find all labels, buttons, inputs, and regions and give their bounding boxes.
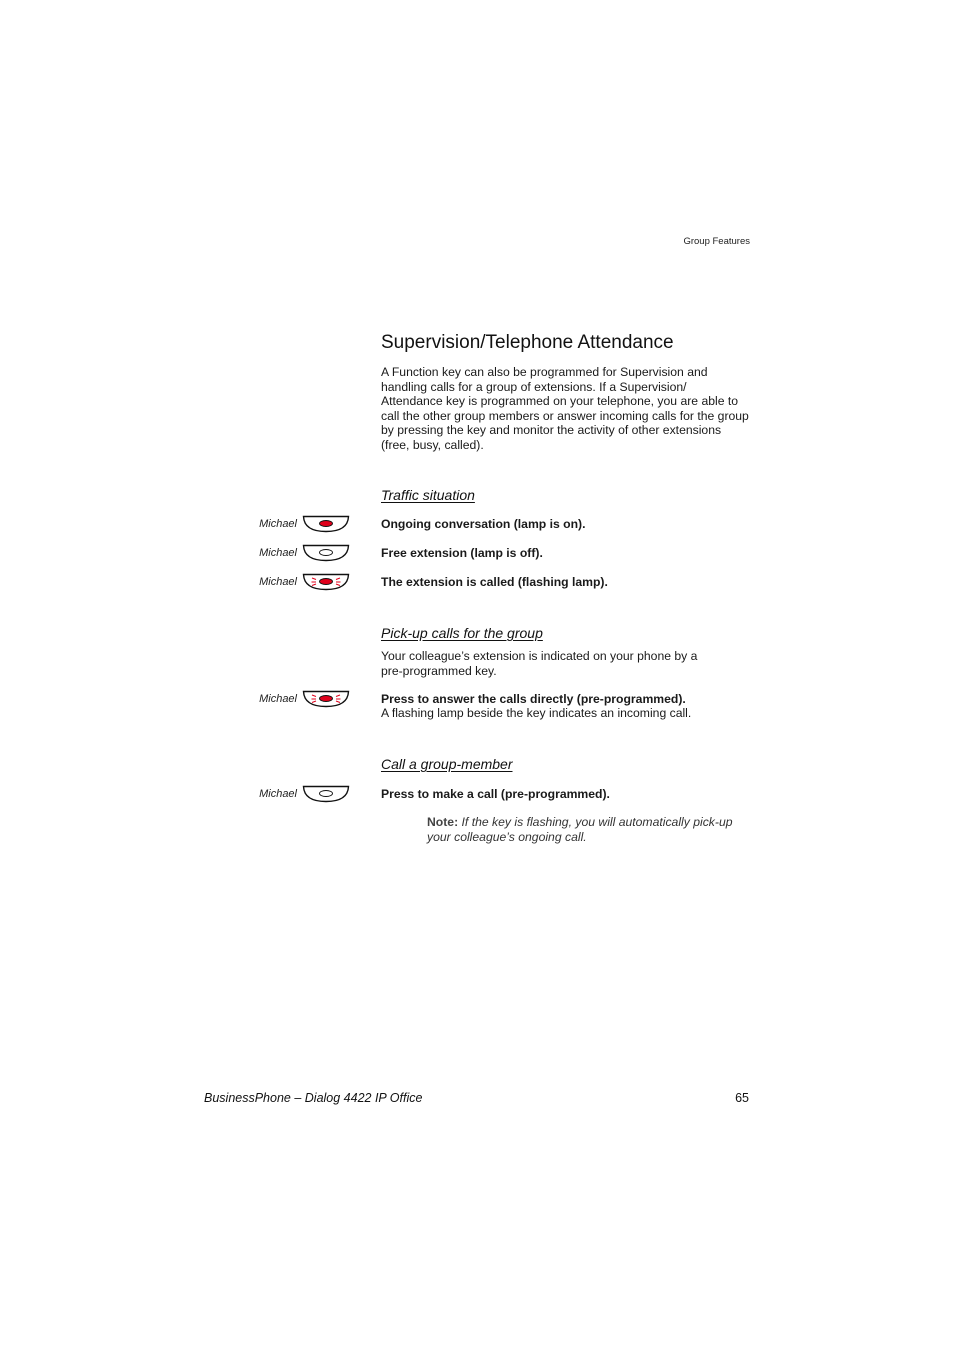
call-instruction: Press to make a call (pre-programmed). xyxy=(381,787,610,801)
lamp-flashing-key-icon[interactable] xyxy=(302,573,350,591)
key-label: Michael xyxy=(259,788,297,800)
lamp-off-key-icon[interactable] xyxy=(302,544,350,562)
note-text: If the key is flashing, you will automatically pick-up your colleague’s ongoing call. xyxy=(427,815,733,844)
pickup-description: Your colleague’s extension is indicated on your phone by a pre-programmed key. xyxy=(381,649,698,678)
page-number: 65 xyxy=(735,1091,749,1105)
pickup-instruction: Press to answer the calls directly (pre-programmed). xyxy=(381,692,686,706)
page-title: Supervision/Telephone Attendance xyxy=(381,332,674,353)
key-label: Michael xyxy=(259,693,297,705)
key-label: Michael xyxy=(259,547,297,559)
intro-paragraph: A Function key can also be programmed for Supervision and handling calls for a group of extensions. If a Supervision/ Attendance key is programmed on your telephone, you are able to call the other group members or answer incoming calls for the group by pressing the key and monitor the activity of other extensions (free, busy, called). xyxy=(381,365,749,452)
running-header: Group Features xyxy=(683,236,750,247)
traffic-called-text: The extension is called (flashing lamp). xyxy=(381,575,608,589)
section-heading-traffic: Traffic situation xyxy=(381,487,475,503)
section-heading-pickup: Pick-up calls for the group xyxy=(381,625,543,641)
lamp-off-key-icon[interactable] xyxy=(302,785,350,803)
note-label: Note: xyxy=(427,815,459,829)
traffic-free-text: Free extension (lamp is off). xyxy=(381,546,543,560)
key-label: Michael xyxy=(259,518,297,530)
footer-title: BusinessPhone – Dialog 4422 IP Office xyxy=(204,1091,423,1105)
section-heading-call: Call a group-member xyxy=(381,756,513,772)
traffic-ongoing-text: Ongoing conversation (lamp is on). xyxy=(381,517,586,531)
note xyxy=(427,815,749,844)
pickup-subtext: A flashing lamp beside the key indicates an incoming call. xyxy=(381,706,692,720)
key-label: Michael xyxy=(259,576,297,588)
lamp-flashing-key-icon[interactable] xyxy=(302,690,350,708)
lamp-on-key-icon[interactable] xyxy=(302,515,350,533)
